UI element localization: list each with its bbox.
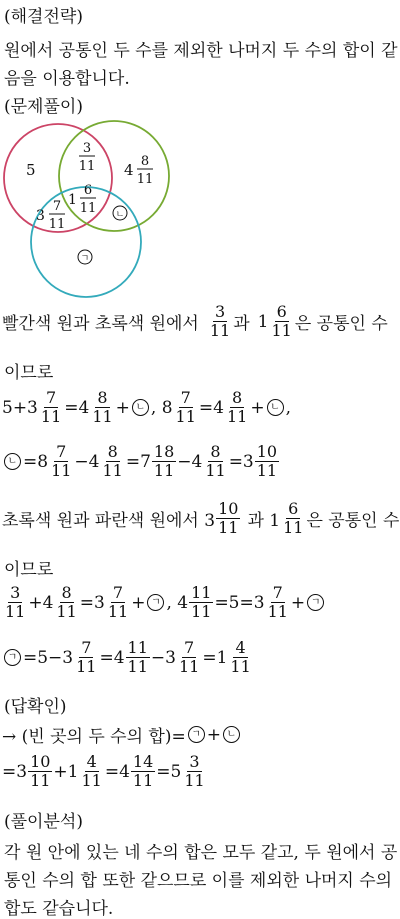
answer-line-1: → (빈 곳의 두 수의 합)= ㄱ + ㄴ [2,722,242,747]
fraction: $\frac{3}{11}$ [209,302,231,340]
strategy-line-1: 원에서 공통인 두 수를 제외한 나머지 두 수의 합이 같 [4,41,398,61]
center-den: 11 [79,201,97,216]
circle-a-icon: ㄱ [307,594,324,611]
circle-a-icon: ㄱ [4,649,21,666]
para-red-green: 빨간색 원과 초록색 원에서 $\frac{3}{11}$ 과 1 $\frac{6}{11}$ 은 공통인 수 [2,302,388,340]
analysis-line-3: 합도 같습니다. [4,899,114,919]
heading-strategy: (해결전략) [4,7,83,27]
para-red-green-cont: 이므로 [4,363,54,383]
analysis-line-2: 통인 수의 합 또한 같으므로 이를 제외한 나머지 수의 [4,871,393,891]
heading-answer: (답확인) [4,697,67,717]
left-den: 11 [48,217,66,232]
heading-analysis: (풀이분석) [4,812,83,832]
heading-solution: (문제풀이) [4,97,83,117]
analysis-line-1: 각 원 안에 있는 네 수의 합은 모두 같고, 두 원에서 공 [4,843,398,863]
left-whole: 3 [36,208,45,224]
circle-b-icon: ㄴ [223,726,240,743]
answer-line-2: =3 $\frac{10}{11}$ +1 $\frac{4}{11}$ =4 $\frac{14}{11}$ =5 $\frac{3}{11}$ [2,752,205,790]
top-den: 11 [78,159,96,174]
right-den: 11 [136,172,154,187]
top-num: 3 [82,141,92,156]
venn-diagram [0,112,200,302]
equation-2: ㄴ =8 $\frac{7}{11}$ −4 $\frac{8}{11}$ =7 $\frac{18}{11}$ −4 $\frac{8}{11}$ =3 $\frac{10}{11}$ [2,443,280,480]
circle-b-icon: ㄴ [132,399,149,416]
circle-b-icon: ㄴ [4,453,21,470]
red-value: 5 [26,161,36,179]
equation-1: 5+3 $\frac{7}{11}$ =4 $\frac{8}{11}$ + ㄴ , 8 $\frac{7}{11}$ =4 $\frac{8}{11}$ + ㄴ , [2,388,291,426]
strategy-line-2: 음을 이용합니다. [4,69,130,89]
equation-4: ㄱ =5−3 $\frac{7}{11}$ =4 $\frac{11}{11}$ −3 $\frac{7}{11}$ =1 $\frac{4}{11}$ [2,639,254,676]
center-whole: 1 [68,192,77,208]
mark-a: ㄱ [80,254,90,264]
circle-a-icon: ㄱ [147,594,164,611]
fraction: $\frac{6}{11}$ [271,302,292,340]
circle-b-icon: ㄴ [267,399,284,416]
mark-b: ㄴ [115,210,125,220]
right-num: 8 [140,154,150,169]
para-green-blue: 초록색 원과 파란색 원에서 3 $\frac{10}{11}$ 과 1 $\frac{6}{11}$ 은 공통인 수 [2,499,400,537]
equation-3: $\frac{3}{11}$ +4 $\frac{8}{11}$ =3 $\frac{7}{11}$ + ㄱ , 4 $\frac{11}{11}$ =5=3 $\frac{7}{11}$ + ㄱ [2,584,326,621]
center-num: 6 [83,183,93,198]
left-num: 7 [52,199,62,214]
para-green-blue-cont: 이므로 [4,560,54,580]
right-whole: 4 [124,161,134,179]
circle-a-icon: ㄱ [188,726,205,743]
